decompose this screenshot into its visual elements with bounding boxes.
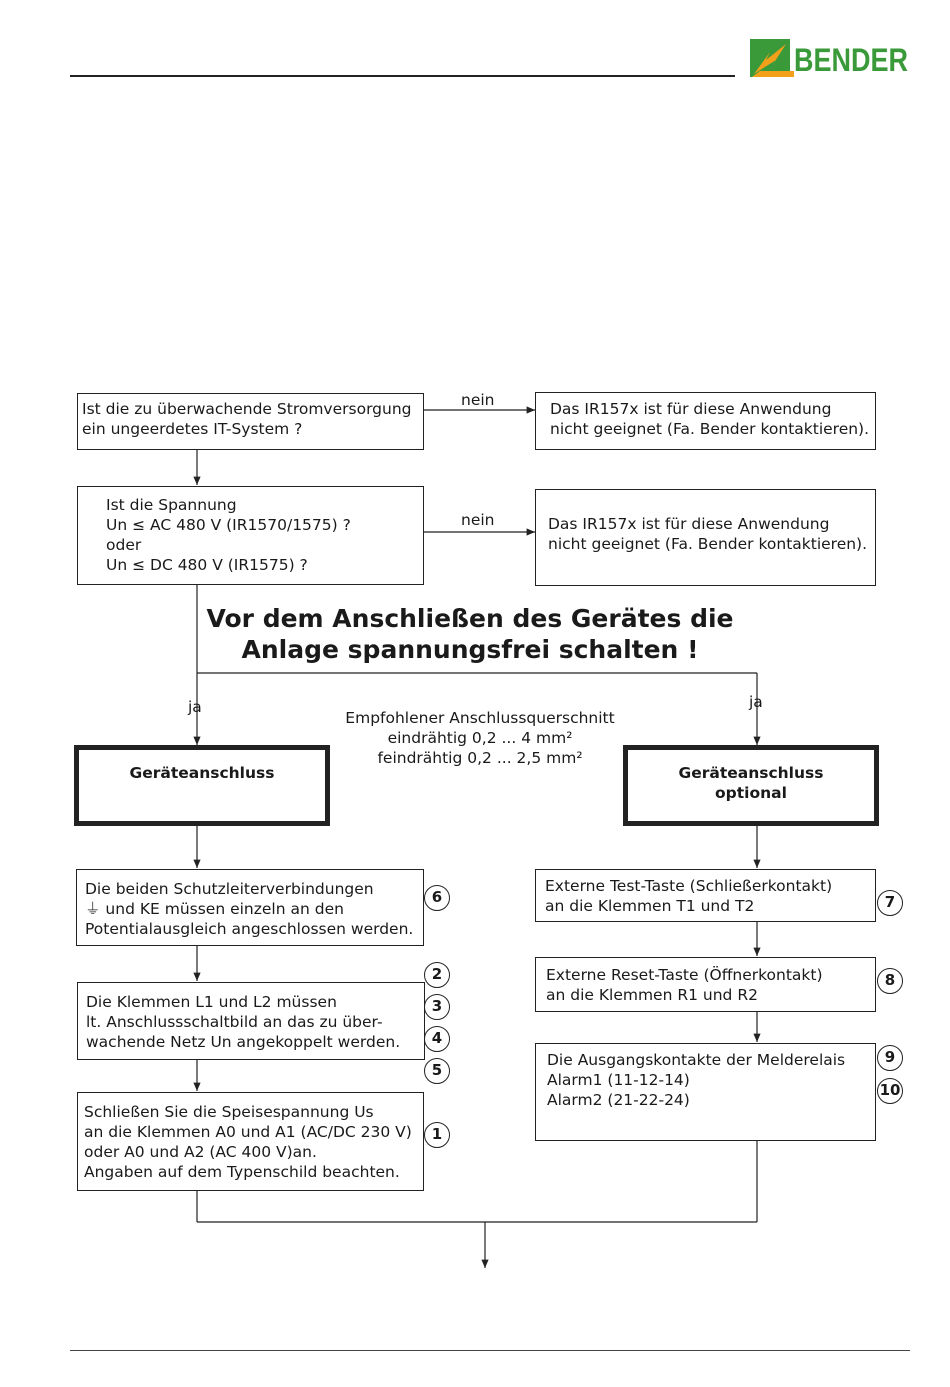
badge-5: 5 xyxy=(424,1058,450,1084)
step-alarm-relay-contacts xyxy=(535,1043,876,1141)
l1-line-3: Potentialausgleich angeschlossen werden. xyxy=(85,920,414,938)
badge-4: 4 xyxy=(424,1026,450,1052)
l3-line-4: Angaben auf dem Typenschild beachten. xyxy=(84,1163,400,1181)
right-head-line-2: optional xyxy=(715,784,787,802)
device-connection-head xyxy=(74,745,330,826)
recommend-line-2: eindrähtig 0,2 ... 4 mm² xyxy=(387,729,573,747)
label-yes-right: ja xyxy=(749,693,763,711)
result-not-suitable-2 xyxy=(535,489,876,586)
q2-line-3: oder xyxy=(106,536,142,554)
badge-2: 2 xyxy=(424,962,450,988)
safety-warning xyxy=(200,603,740,665)
recommended-cross-section xyxy=(330,708,630,768)
q2-line-4: Un ≤ DC 480 V (IR1575) ? xyxy=(106,556,308,574)
q2-line-1: Ist die Spannung xyxy=(106,496,237,514)
step-protective-conductor xyxy=(76,869,424,946)
device-connection-optional-head xyxy=(623,745,879,826)
recommend-line-1: Empfohlener Anschlussquerschnitt xyxy=(345,709,615,727)
label-yes-left: ja xyxy=(188,698,202,716)
badge-7: 7 xyxy=(877,890,903,916)
l3-line-1: Schließen Sie die Speisespannung Us xyxy=(84,1103,374,1121)
badge-9: 9 xyxy=(877,1045,903,1071)
step-external-test-button xyxy=(535,869,876,922)
ra-line-1: Externe Test-Taste (Schließerkontakt) xyxy=(545,877,833,895)
badge-10: 10 xyxy=(877,1078,903,1104)
rc-line-3: Alarm2 (21-22-24) xyxy=(547,1091,690,1109)
label-no-1: nein xyxy=(461,391,495,409)
logo-text: BENDER xyxy=(794,42,908,78)
badge-8: 8 xyxy=(877,968,903,994)
rb-line-1: Externe Reset-Taste (Öffnerkontakt) xyxy=(546,966,823,984)
q1-line-2: ein ungeerdetes IT-System ? xyxy=(82,420,303,438)
badge-3: 3 xyxy=(424,994,450,1020)
label-no-2: nein xyxy=(461,511,495,529)
rc-line-1: Die Ausgangskontakte der Melderelais xyxy=(547,1051,846,1069)
result-not-suitable-1 xyxy=(535,392,876,450)
r1-line-1: Das IR157x ist für diese Anwendung xyxy=(550,400,832,418)
step-external-reset-button xyxy=(535,957,876,1012)
q2-line-2: Un ≤ AC 480 V (IR1570/1575) ? xyxy=(106,516,351,534)
l3-line-2: an die Klemmen A0 und A1 (AC/DC 230 V) xyxy=(84,1123,412,1141)
rc-line-2: Alarm1 (11-12-14) xyxy=(547,1071,690,1089)
l3-line-3: oder A0 und A2 (AC 400 V)an. xyxy=(84,1143,317,1161)
l2-line-3: wachende Netz Un angekoppelt werden. xyxy=(86,1033,401,1051)
recommend-line-3: feindrähtig 0,2 ... 2,5 mm² xyxy=(377,749,583,767)
l1-line-2: ⏚ und KE müssen einzeln an den xyxy=(85,900,344,918)
step-terminals-l1-l2 xyxy=(77,982,425,1060)
badge-1: 1 xyxy=(424,1122,450,1148)
l1-line-1: Die beiden Schutzleiterverbindungen xyxy=(85,880,374,898)
footer-rule xyxy=(70,1350,910,1351)
ra-line-2: an die Klemmen T1 und T2 xyxy=(545,897,755,915)
warning-line-2: Anlage spannungsfrei schalten ! xyxy=(241,635,699,664)
right-head-line-1: Geräteanschluss xyxy=(678,764,824,782)
r2-line-1: Das IR157x ist für diese Anwendung xyxy=(548,515,830,533)
r1-line-2: nicht geeignet (Fa. Bender kontaktieren). xyxy=(550,420,870,438)
question-it-system xyxy=(77,393,424,450)
rb-line-2: an die Klemmen R1 und R2 xyxy=(546,986,758,1004)
r2-line-2: nicht geeignet (Fa. Bender kontaktieren). xyxy=(548,535,868,553)
l2-line-2: lt. Anschlussschaltbild an das zu über- xyxy=(86,1013,383,1031)
step-supply-voltage xyxy=(77,1092,424,1191)
q1-line-1: Ist die zu überwachende Stromversorgung xyxy=(82,400,412,418)
question-voltage xyxy=(77,486,424,585)
warning-line-1: Vor dem Anschließen des Gerätes die xyxy=(206,604,734,633)
badge-6: 6 xyxy=(424,885,450,911)
l2-line-1: Die Klemmen L1 und L2 müssen xyxy=(86,993,337,1011)
left-head-label: Geräteanschluss xyxy=(129,764,275,782)
